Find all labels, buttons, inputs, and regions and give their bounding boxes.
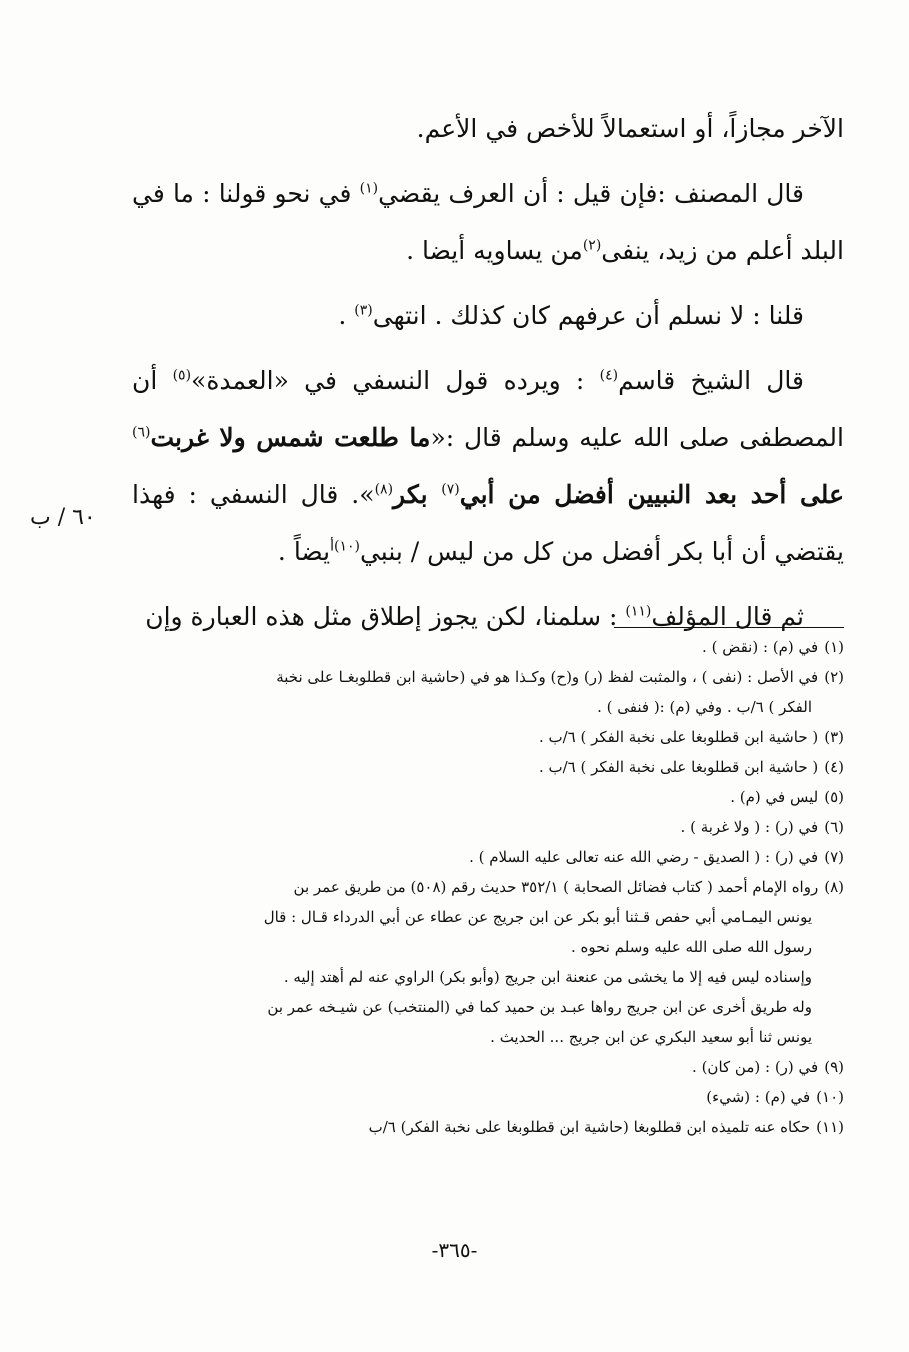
footnote-number: (١٠) <box>816 1088 844 1106</box>
footnote-text: ( حاشية ابن قطلوبغا على نخبة الفكر ) ٦/ب . <box>538 758 819 776</box>
paragraph-4 <box>132 352 844 580</box>
footnote-item <box>132 782 844 812</box>
footnote-item <box>132 632 844 662</box>
footnote-text: في (ر) : ( الصديق - رضي الله عنه تعالى عليه السلام ) . <box>469 848 819 866</box>
page-number: -٣٦٥- <box>431 1238 478 1262</box>
footnote-number: (٧) <box>824 848 844 866</box>
footnote-text: ليس في (م) . <box>730 788 819 806</box>
footnote-item <box>132 842 844 872</box>
text-run: ». قال النسفي : فهذا يقتضي أن أبا بكر أفضل من كل من ليس / بنبي <box>132 480 844 566</box>
footnote-continuation: وإسناده ليس فيه إلا ما يخشى من عنعنة ابن جريج (وأبو بكر) الراوي عنه لم أهتد إليه . <box>283 968 812 986</box>
text-run: . <box>338 301 355 330</box>
footnote-marker: (٧) <box>441 481 460 498</box>
text-run: أن المصطفى صلى الله عليه وسلم قال :« <box>132 366 844 452</box>
paragraph-1 <box>132 100 844 157</box>
footnote-text: في (م) : (نقض ) . <box>702 638 819 656</box>
hadith-text: بكر <box>393 480 442 509</box>
footnote-item <box>132 1112 844 1142</box>
text-run: قال الشيخ قاسم <box>618 366 804 395</box>
text-run: قال المصنف :فإن قيل : أن العرف يقضي <box>378 179 804 208</box>
footnote-continuation: وله طريق أخرى عن ابن جريج رواها عبـد بن حميد كما في (المنتخب) عن شيـخه عمر بن <box>267 998 812 1016</box>
footnote-item <box>132 932 844 962</box>
footnote-number: (١) <box>824 638 844 656</box>
footnote-marker: (٤) <box>599 367 619 384</box>
footnote-marker: (١٠) <box>333 538 360 555</box>
footnote-text: في (م) : (شيء) <box>706 1088 811 1106</box>
footnote-item <box>132 752 844 782</box>
footnote-number: (٢) <box>824 668 844 686</box>
footnote-marker: (١) <box>359 180 379 197</box>
paragraph-3 <box>132 287 844 344</box>
paragraph-2 <box>132 165 844 279</box>
footnote-continuation: يونس اليمـامي أبي حفص قـثنا أبو بكر عن ابن جريج عن عطاء عن أبي الدرداء قـال : قال <box>263 908 812 926</box>
footnote-item <box>132 1082 844 1112</box>
text-run: قلنا : لا نسلم أن عرفهم كان كذلك . انتهى <box>372 301 804 330</box>
footnote-text: في الأصل : (نفى ) ، والمثبت لفظ (ر) و(ح) وكـذا هو في (حاشية ابن قطلوبغـا على نخبة <box>276 668 819 686</box>
footnote-marker: (٥) <box>172 367 192 384</box>
footnote-marker: (٢) <box>582 237 602 254</box>
footnote-separator <box>614 627 844 628</box>
footnote-number: (٦) <box>824 818 844 836</box>
footnote-marker: (٣) <box>354 302 373 319</box>
footnote-marker: (٨) <box>374 481 394 498</box>
footnote-text: رواه الإمام أحمد ( كتاب فضائل الصحابة ) ٣٥٢/١ حديث رقم (٥٠٨) من طريق عمر بن <box>293 878 819 896</box>
footnote-number: (٥) <box>824 788 844 806</box>
footnote-continuation: رسول الله صلى الله عليه وسلم نحوه . <box>570 938 812 956</box>
footnote-number: (٩) <box>824 1058 844 1076</box>
superscript-letter: أ <box>330 538 334 555</box>
text-run: يضاً . <box>277 537 331 566</box>
text-run: : ويرده قول النسفي في «العمدة» <box>191 366 600 395</box>
footnote-item <box>132 992 844 1022</box>
footnote-item <box>132 872 844 932</box>
footnotes <box>132 632 844 1142</box>
footnote-item <box>132 662 844 722</box>
manuscript-folio-note: ٦٠ / ب <box>30 505 96 530</box>
text-run: : سلمنا، لكن يجوز إطلاق مثل هذه العبارة وإن <box>145 602 626 631</box>
footnote-number: (٨) <box>824 878 844 896</box>
footnote-item <box>132 962 844 992</box>
footnote-item <box>132 1052 844 1082</box>
text-run: في نحو قولنا : ما في البلد أعلم من زيد، ينفى <box>132 179 844 265</box>
footnote-item <box>132 1022 844 1052</box>
footnote-text: حكاه عنه تلميذه ابن قطلوبغا (حاشية ابن قطلوبغا على نخبة الفكر) ٦/ب <box>368 1118 811 1136</box>
footnote-continuation: يونس ثنا أبو سعيد البكري عن ابن جريج ... الحديث . <box>490 1028 812 1046</box>
footnote-item <box>132 722 844 752</box>
footnote-number: (٣) <box>824 728 844 746</box>
footnote-text: في (ر) : (من كان) . <box>692 1058 819 1076</box>
footnote-marker: (١١) <box>625 603 652 620</box>
text-run: من يساويه أيضا . <box>406 236 583 265</box>
footnote-number: (٤) <box>824 758 844 776</box>
footnote-item <box>132 812 844 842</box>
footnote-continuation: الفكر ) ٦/ب . وفي (م) :( فنفى ) . <box>597 698 812 716</box>
hadith-text: ما طلعت شمس ولا غربت <box>150 423 431 452</box>
hadith-text: على أحد بعد النبيين أفضل من أبي <box>459 480 845 509</box>
footnote-number: (١١) <box>816 1118 844 1136</box>
footnote-text: في (ر) : ( ولا غربة ) . <box>680 818 819 836</box>
footnote-text: ( حاشية ابن قطلوبغا على نخبة الفكر ) ٦/ب . <box>538 728 819 746</box>
footnote-marker: (٦) <box>132 424 151 441</box>
paragraph-1-text: الآخر مجازاً، أو استعمالاً للأخص في الأعم. <box>416 114 844 143</box>
text-run: ثم قال المؤلف <box>651 602 804 631</box>
main-text <box>132 100 844 645</box>
